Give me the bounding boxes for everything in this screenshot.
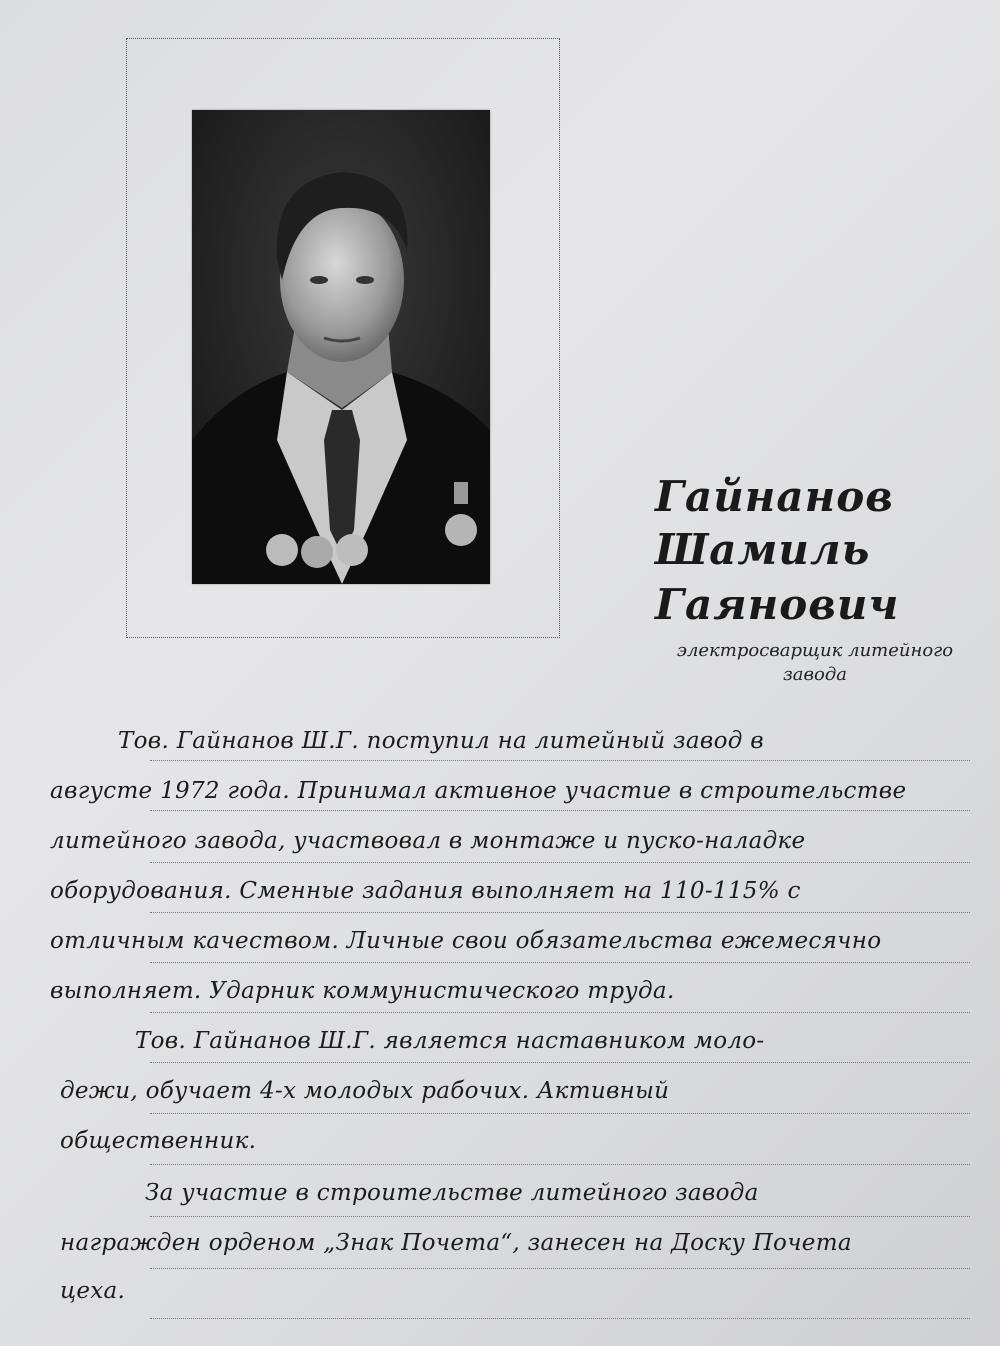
portrait-photo <box>192 110 490 584</box>
patronymic: Гаянович <box>655 580 900 629</box>
ruled-line <box>150 1012 970 1013</box>
text-line: цеха. <box>60 1278 126 1304</box>
first-name: Шамиль <box>655 525 871 574</box>
position-line-1: электросварщик литейного <box>676 640 954 661</box>
text-line: выполняет. Ударник коммунистического труда. <box>50 978 675 1004</box>
ruled-line <box>150 1164 970 1165</box>
ruled-line <box>150 1113 970 1114</box>
ruled-line <box>150 1268 970 1269</box>
text-line: Тов. Гайнанов Ш.Г. поступил на литейный завод в <box>118 728 764 754</box>
surname: Гайнанов <box>655 472 894 521</box>
text-line: отличным качеством. Личные свои обязательства ежемесячно <box>50 928 882 954</box>
text-line: За участие в строительстве литейного завода <box>145 1180 759 1206</box>
ruled-line <box>150 1216 970 1217</box>
ruled-line <box>150 1318 970 1319</box>
ruled-line <box>150 912 970 913</box>
position-line-2: завода <box>782 664 847 685</box>
text-line: Тов. Гайнанов Ш.Г. является наставником моло- <box>135 1028 765 1054</box>
ruled-line <box>150 760 970 761</box>
ruled-line <box>150 1062 970 1063</box>
text-line: оборудования. Сменные задания выполняет на 110-115% с <box>50 878 801 904</box>
text-line: августе 1972 года. Принимал активное участие в строительстве <box>50 778 907 804</box>
ruled-line <box>150 810 970 811</box>
text-line: общественник. <box>60 1128 257 1154</box>
text-line: дежи, обучает 4-х молодых рабочих. Активный <box>60 1078 670 1104</box>
ruled-line <box>150 962 970 963</box>
text-line: литейного завода, участвовал в монтаже и пуско-наладке <box>50 828 806 854</box>
text-line: награжден орденом „Знак Почета“, занесен на Доску Почета <box>60 1230 852 1256</box>
ruled-line <box>150 862 970 863</box>
